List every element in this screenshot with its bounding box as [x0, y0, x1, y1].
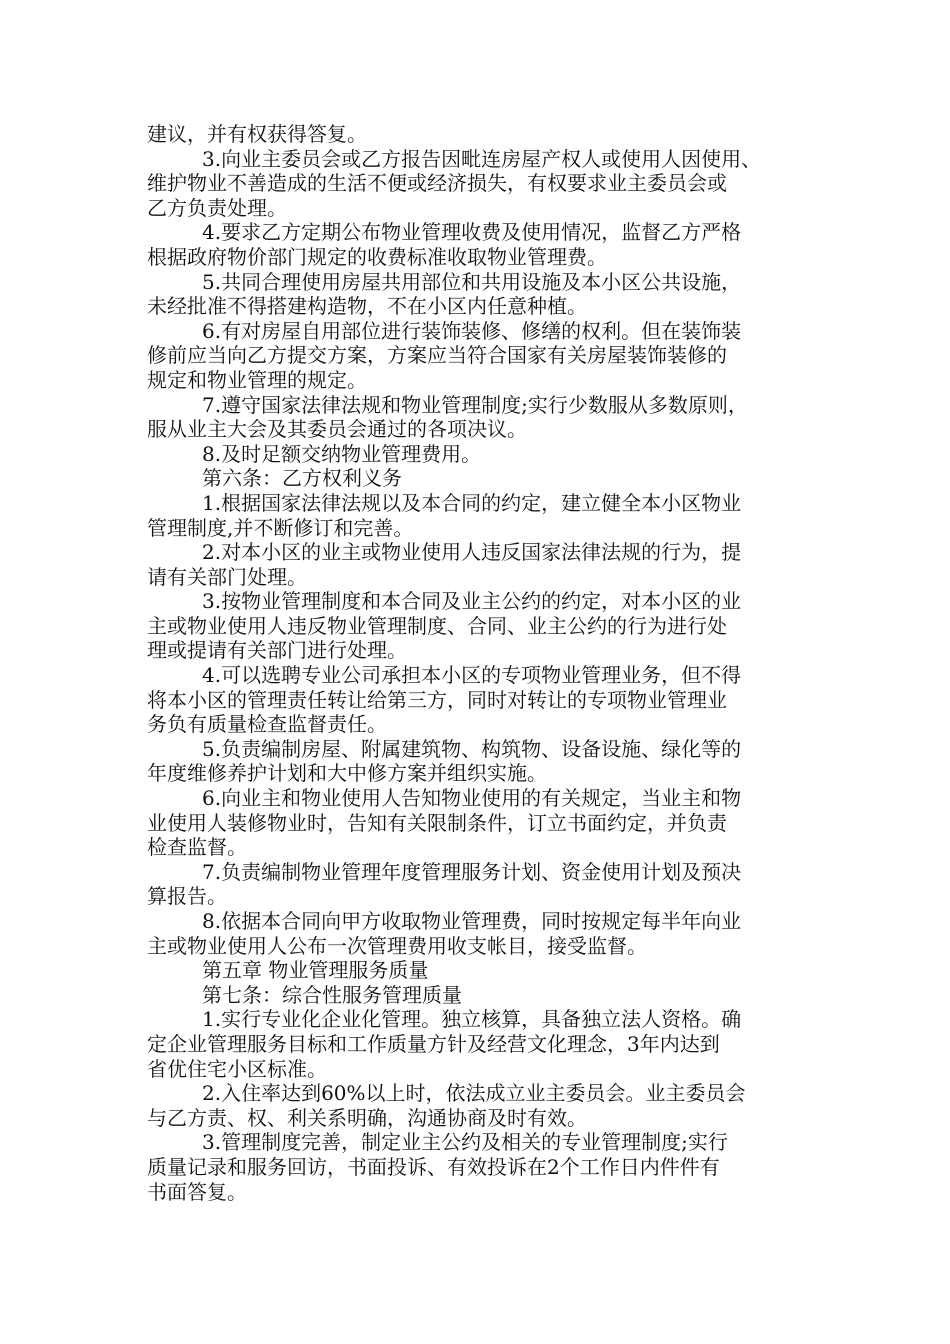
- text-line: 第五章 物业管理服务质量: [202, 958, 429, 983]
- text-line: 与乙方责、权、利关系明确，沟通协商及时有效。: [147, 1105, 587, 1130]
- text-line: 书面答复。: [147, 1179, 247, 1204]
- text-line: 建议，并有权获得答复。: [147, 122, 367, 146]
- text-line: 修前应当向乙方提交方案，方案应当符合国家有关房屋装饰装修的: [147, 343, 727, 368]
- text-line: 1.实行专业化企业化管理。独立核算，具备独立法人资格。确: [202, 1007, 742, 1032]
- text-line: 4.要求乙方定期公布物业管理收费及使用情况，监督乙方严格: [202, 220, 742, 245]
- text-line: 7.遵守国家法律法规和物业管理制度;实行少数服从多数原则，: [202, 392, 748, 417]
- text-line: 根据政府物价部门规定的收费标准收取物业管理费。: [147, 244, 607, 269]
- text-line: 第七条：综合性服务管理质量: [202, 982, 462, 1007]
- text-line: 规定和物业管理的规定。: [147, 367, 367, 392]
- text-line: 理或提请有关部门进行处理。: [147, 638, 407, 663]
- text-line: 第六条：乙方权利义务: [202, 466, 402, 491]
- text-line: 省优住宅小区标准。: [147, 1056, 327, 1081]
- text-line: 8.及时足额交纳物业管理费用。: [202, 441, 482, 466]
- text-line: 2.对本小区的业主或物业使用人违反国家法律法规的行为，提: [202, 540, 742, 565]
- text-line: 8.依据本合同向甲方收取物业管理费，同时按规定每半年向业: [202, 909, 742, 933]
- text-line: 5.共同合理使用房屋共用部位和共用设施及本小区公共设施，: [202, 269, 742, 294]
- text-line: 3.向业主委员会或乙方报告因毗连房屋产权人或使用人因使用、: [202, 146, 762, 171]
- text-line: 算报告。: [147, 884, 227, 909]
- text-line: 定企业管理服务目标和工作质量方针及经营文化理念，3年内达到: [147, 1031, 720, 1056]
- text-line: 未经批准不得搭建构造物，不在小区内任意种植。: [147, 294, 587, 319]
- text-line: 6.向业主和物业使用人告知物业使用的有关规定，当业主和物: [202, 786, 742, 811]
- text-line: 服从业主大会及其委员会通过的各项决议。: [147, 417, 527, 442]
- text-line: 请有关部门处理。: [147, 564, 307, 589]
- text-line: 7.负责编制物业管理年度管理服务计划、资金使用计划及预决: [202, 859, 742, 884]
- text-line: 3.管理制度完善，制定业主公约及相关的专业管理制度;实行: [202, 1130, 728, 1155]
- text-line: 年度维修养护计划和大中修方案并组织实施。: [147, 761, 547, 786]
- text-line: 乙方负责处理。: [147, 195, 287, 220]
- text-line: 4.可以选聘专业公司承担本小区的专项物业管理业务，但不得: [202, 663, 742, 688]
- text-line: 检查监督。: [147, 835, 247, 860]
- text-line: 将本小区的管理责任转让给第三方，同时对转让的专项物业管理业: [147, 687, 727, 712]
- text-line: 2.入住率达到60%以上时，依法成立业主委员会。业主委员会: [202, 1081, 746, 1106]
- text-line: 5.负责编制房屋、附属建筑物、构筑物、设备设施、绿化等的: [202, 736, 742, 761]
- text-line: 管理制度,并不断修订和完善。: [147, 515, 414, 540]
- document-body: [147, 122, 809, 1204]
- text-line: 主或物业使用人违反物业管理制度、合同、业主公约的行为进行处: [147, 613, 727, 638]
- text-line: 1.根据国家法律法规以及本合同的约定，建立健全本小区物业: [202, 490, 742, 515]
- text-line: 6.有对房屋自用部位进行装饰装修、修缮的权利。但在装饰装: [202, 318, 742, 343]
- text-line: 3.按物业管理制度和本合同及业主公约的约定，对本小区的业: [202, 589, 742, 614]
- text-line: 业使用人装修物业时，告知有关限制条件，订立书面约定，并负责: [147, 810, 727, 835]
- text-line: 质量记录和服务回访，书面投诉、有效投诉在2个工作日内件件有: [147, 1154, 720, 1179]
- text-line: 主或物业使用人公布一次管理费用收支帐目，接受监督。: [147, 933, 647, 958]
- text-line: 维护物业不善造成的生活不便或经济损失，有权要求业主委员会或: [147, 171, 727, 196]
- text-line: 务负有质量检查监督责任。: [147, 712, 387, 737]
